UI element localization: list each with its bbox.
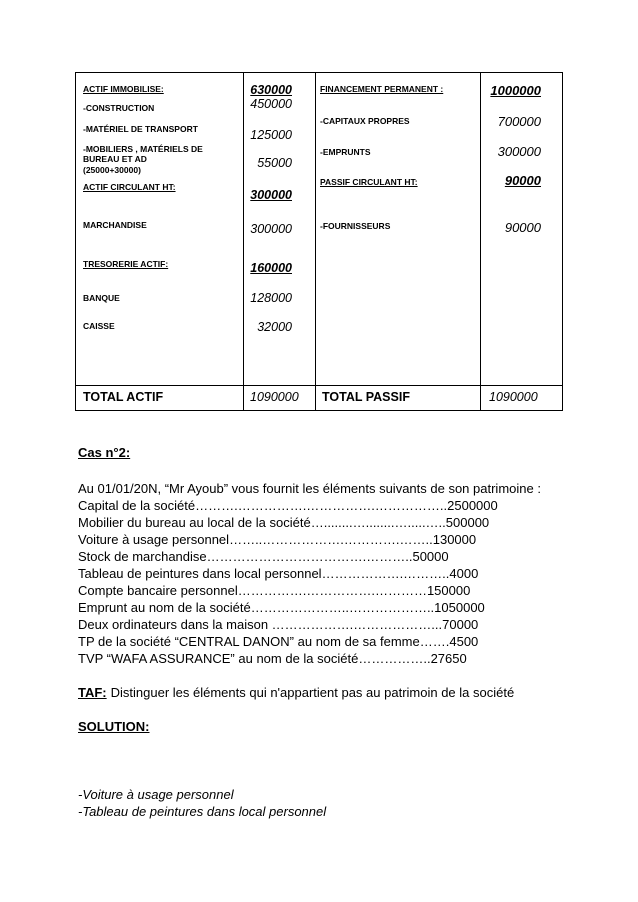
solution-item: -Voiture à usage personnel — [78, 787, 234, 802]
item-value: 1050000 — [434, 600, 485, 615]
dot-leader: …………….…………….………… — [237, 583, 427, 598]
list-item — [78, 531, 541, 548]
actif-subtotal-value: 630000 — [250, 83, 292, 97]
item-label: Compte bancaire personnel — [78, 583, 238, 598]
item-label: TP de la société “CENTRAL DANON” au nom de sa femme — [78, 634, 420, 649]
item-label: Mobilier du bureau au local de la société — [78, 515, 311, 530]
solution-item: -Tableau de peintures dans local personnel — [78, 804, 327, 819]
actif-immobilise-heading: ACTIF IMMOBILISE: — [83, 84, 164, 94]
dot-leader: ……………….………………... — [271, 617, 443, 632]
passif-subtotal-value: 90000 — [504, 173, 541, 188]
list-item — [78, 582, 541, 599]
actif-item-value: 128000 — [250, 291, 292, 305]
dot-leader: ……………….……….. — [321, 566, 450, 581]
item-value: 150000 — [426, 583, 471, 598]
actif-item-value: 32000 — [257, 320, 292, 334]
passif-item-label: -EMPRUNTS — [320, 147, 371, 157]
dot-leader: ……….…………….…………….…………….. — [195, 498, 448, 513]
solution-list — [78, 786, 326, 820]
item-value: 27650 — [430, 651, 467, 666]
actif-item-label: CAISSE — [83, 321, 115, 331]
actif-item-value: 55000 — [257, 156, 292, 170]
list-item — [78, 633, 541, 650]
actif-item-value: 450000 — [250, 97, 292, 111]
actif-item-value: 300000 — [250, 222, 292, 236]
passif-circulant-heading: PASSIF CIRCULANT HT: — [320, 177, 418, 187]
item-value: 2500000 — [447, 498, 498, 513]
list-item — [78, 650, 541, 667]
taf-line — [78, 684, 514, 701]
list-item — [78, 548, 541, 565]
actif-subtotal-value: 160000 — [250, 261, 292, 275]
item-value: 500000 — [445, 515, 490, 530]
total-actif-value: 1090000 — [250, 390, 299, 404]
dot-leader: ……..……………….………….…….. — [229, 532, 433, 547]
column-divider — [243, 72, 244, 411]
item-label: Deux ordinateurs dans la maison — [78, 617, 272, 632]
list-item — [78, 497, 541, 514]
actif-item-label: -MATÉRIEL DE TRANSPORT — [83, 124, 198, 134]
column-divider — [315, 72, 316, 411]
intro-text: Au 01/01/20N, “Mr Ayoub” vous fournit les éléments suivants de son patrimoine : — [78, 481, 541, 496]
item-value: 50000 — [412, 549, 449, 564]
actif-circulant-heading: ACTIF CIRCULANT HT: — [83, 182, 176, 192]
taf-text: Distinguer les éléments qui n'appartient pas au patrimoin de la société — [110, 685, 515, 700]
total-actif-label: TOTAL ACTIF — [83, 390, 164, 404]
tresorerie-actif-heading: TRESORERIE ACTIF: — [83, 259, 169, 269]
dot-leader: …………………..……………….. — [250, 600, 435, 615]
item-value: 4500 — [449, 634, 479, 649]
taf-label: TAF: — [78, 685, 107, 700]
patrimoine-list — [78, 480, 541, 667]
dot-leader: ……………………………….……….. — [206, 549, 413, 564]
dot-leader: …........…........….....….. — [310, 515, 446, 530]
actif-item-label: BANQUE — [83, 293, 120, 303]
passif-item-label: -CAPITAUX PROPRES — [320, 116, 410, 126]
actif-item-value: 125000 — [250, 128, 292, 142]
dot-leader: ……. — [419, 634, 450, 649]
list-item — [78, 565, 541, 582]
list-item — [78, 599, 541, 616]
total-row-divider — [75, 385, 563, 386]
item-value: 4000 — [449, 566, 479, 581]
item-label: Tableau de peintures dans local personnel — [78, 566, 322, 581]
actif-item-detail: (25000+30000) — [83, 165, 141, 175]
solution-title: SOLUTION: — [78, 719, 150, 734]
item-label: Stock de marchandise — [78, 549, 207, 564]
passif-subtotal-value: 1000000 — [490, 83, 541, 98]
total-passif-label: TOTAL PASSIF — [322, 390, 410, 404]
item-label: Emprunt au nom de la société — [78, 600, 251, 615]
passif-item-value: 300000 — [497, 144, 541, 159]
list-item — [78, 514, 541, 531]
item-label: TVP “WAFA ASSURANCE” au nom de la société — [78, 651, 359, 666]
financement-permanent-heading: FINANCEMENT PERMANENT : — [320, 84, 444, 94]
item-value: 70000 — [442, 617, 479, 632]
passif-item-value: 700000 — [497, 114, 541, 129]
list-item — [78, 616, 541, 633]
actif-item-label: MARCHANDISE — [83, 220, 147, 230]
passif-item-value: 90000 — [504, 220, 541, 235]
actif-item-label: -MOBILIERS , MATÉRIELS DE BUREAU ET AD — [83, 144, 203, 164]
passif-item-label: -FOURNISSEURS — [320, 221, 391, 231]
actif-subtotal-value: 300000 — [250, 188, 292, 202]
case-title: Cas n°2: — [78, 445, 131, 460]
dot-leader: …………….. — [358, 651, 431, 666]
total-passif-value: 1090000 — [489, 390, 538, 404]
actif-item-label: -CONSTRUCTION — [83, 103, 155, 113]
item-value: 130000 — [432, 532, 477, 547]
item-label: Capital de la société — [78, 498, 196, 513]
item-label: Voiture à usage personnel — [78, 532, 230, 547]
